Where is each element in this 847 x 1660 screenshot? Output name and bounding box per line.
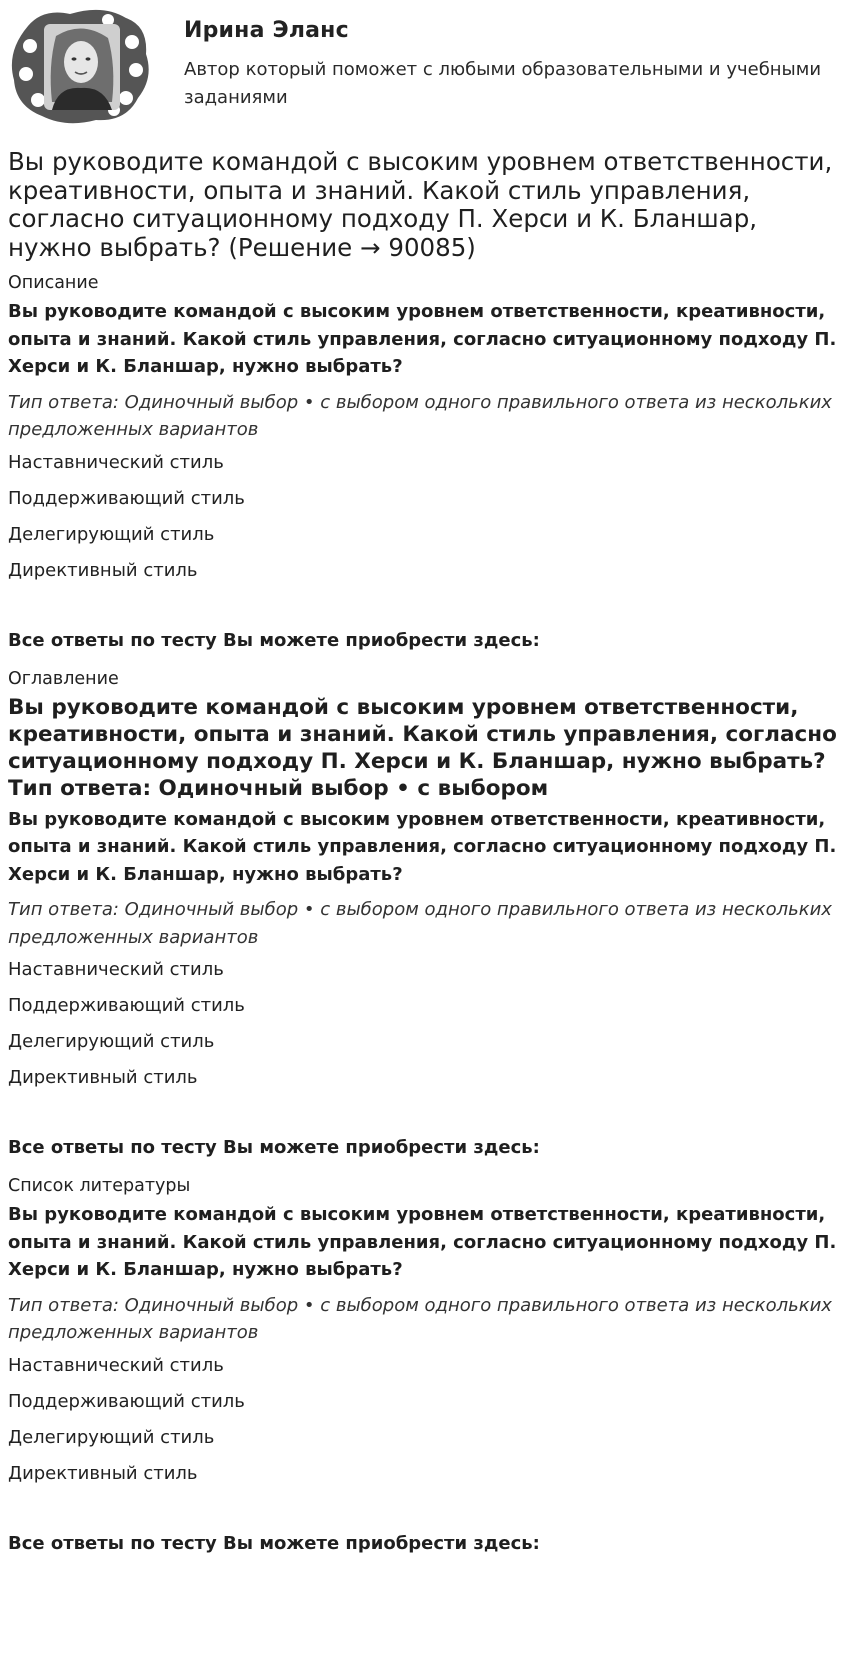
section-description xyxy=(8,272,843,652)
answer-type: Тип ответа: Одиночный выбор • с выбором одного правильного ответа из нескольких предложенных вариантов xyxy=(8,1294,832,1343)
option-item: Делегирующий стиль xyxy=(8,523,215,545)
section-label: Описание xyxy=(8,273,99,293)
option-item: Наставнический стиль xyxy=(8,959,224,980)
option-item: Директивный стиль xyxy=(8,1462,198,1484)
answer-type: Тип ответа: Одиночный выбор • с выбором одного правильного ответа из нескольких предложенных вариантов xyxy=(8,899,832,948)
purchase-link[interactable]: Все ответы по тесту Вы можете приобрести здесь: xyxy=(8,1532,540,1554)
option-item: Директивный стиль xyxy=(8,1067,198,1088)
option-item: Директивный стиль xyxy=(8,559,198,581)
purchase-link[interactable]: Все ответы по тесту Вы можете приобрести здесь: xyxy=(8,1137,540,1158)
purchase-link[interactable]: Все ответы по тесту Вы можете приобрести здесь: xyxy=(8,629,540,651)
section-contents xyxy=(8,668,843,1160)
section-label: Список литературы xyxy=(8,1176,191,1196)
author-avatar xyxy=(8,6,154,126)
author-description: Автор который поможет с любыми образовательными и учебными заданиями xyxy=(184,59,822,108)
section-references xyxy=(8,1175,843,1555)
option-item: Делегирующий стиль xyxy=(8,1031,215,1052)
page-title: Вы руководите командой с высоким уровнем ответственности, креативности, опыта и знаний. Какой стиль управления, согласно ситуационному подходу П. Херси и К. Бланшар, нужно выбрать? (Решение → 90085) xyxy=(8,147,833,262)
question-text: Вы руководите командой с высоким уровнем ответственности, креативности, опыта и знаний. Какой стиль управления, согласно ситуационному подходу П. Херси и К. Бланшар, нужно выбрать? xyxy=(8,301,837,377)
answer-type: Тип ответа: Одиночный выбор • с выбором одного правильного ответа из нескольких предложенных вариантов xyxy=(8,391,832,440)
section-label: Оглавление xyxy=(8,668,119,689)
content xyxy=(8,272,843,1555)
author-name[interactable]: Ирина Эланс xyxy=(184,18,349,43)
question-text: Вы руководите командой с высоким уровнем ответственности, креативности, опыта и знаний. Какой стиль управления, согласно ситуационному подходу П. Херси и К. Бланшар, нужно выбрать? xyxy=(8,808,837,885)
contents-heading: Вы руководите командой с высоким уровнем ответственности, креативности, опыта и знаний. Какой стиль управления, согласно ситуационному подходу П. Херси и К. Бланшар, нужно выбрать?Тип ответа: Одиночный выбор • с выбором xyxy=(8,694,837,801)
option-item: Наставнический стиль xyxy=(8,451,224,473)
option-item: Поддерживающий стиль xyxy=(8,995,245,1016)
author-header xyxy=(8,6,838,126)
option-item: Поддерживающий стиль xyxy=(8,487,245,509)
option-item: Делегирующий стиль xyxy=(8,1426,215,1448)
options-list xyxy=(8,959,843,1089)
options-list xyxy=(8,1355,843,1485)
question-text: Вы руководите командой с высоким уровнем ответственности, креативности, опыта и знаний. Какой стиль управления, согласно ситуационному подходу П. Херси и К. Бланшар, нужно выбрать? xyxy=(8,1204,837,1280)
options-list xyxy=(8,452,843,582)
option-item: Наставнический стиль xyxy=(8,1354,224,1376)
option-item: Поддерживающий стиль xyxy=(8,1390,245,1412)
